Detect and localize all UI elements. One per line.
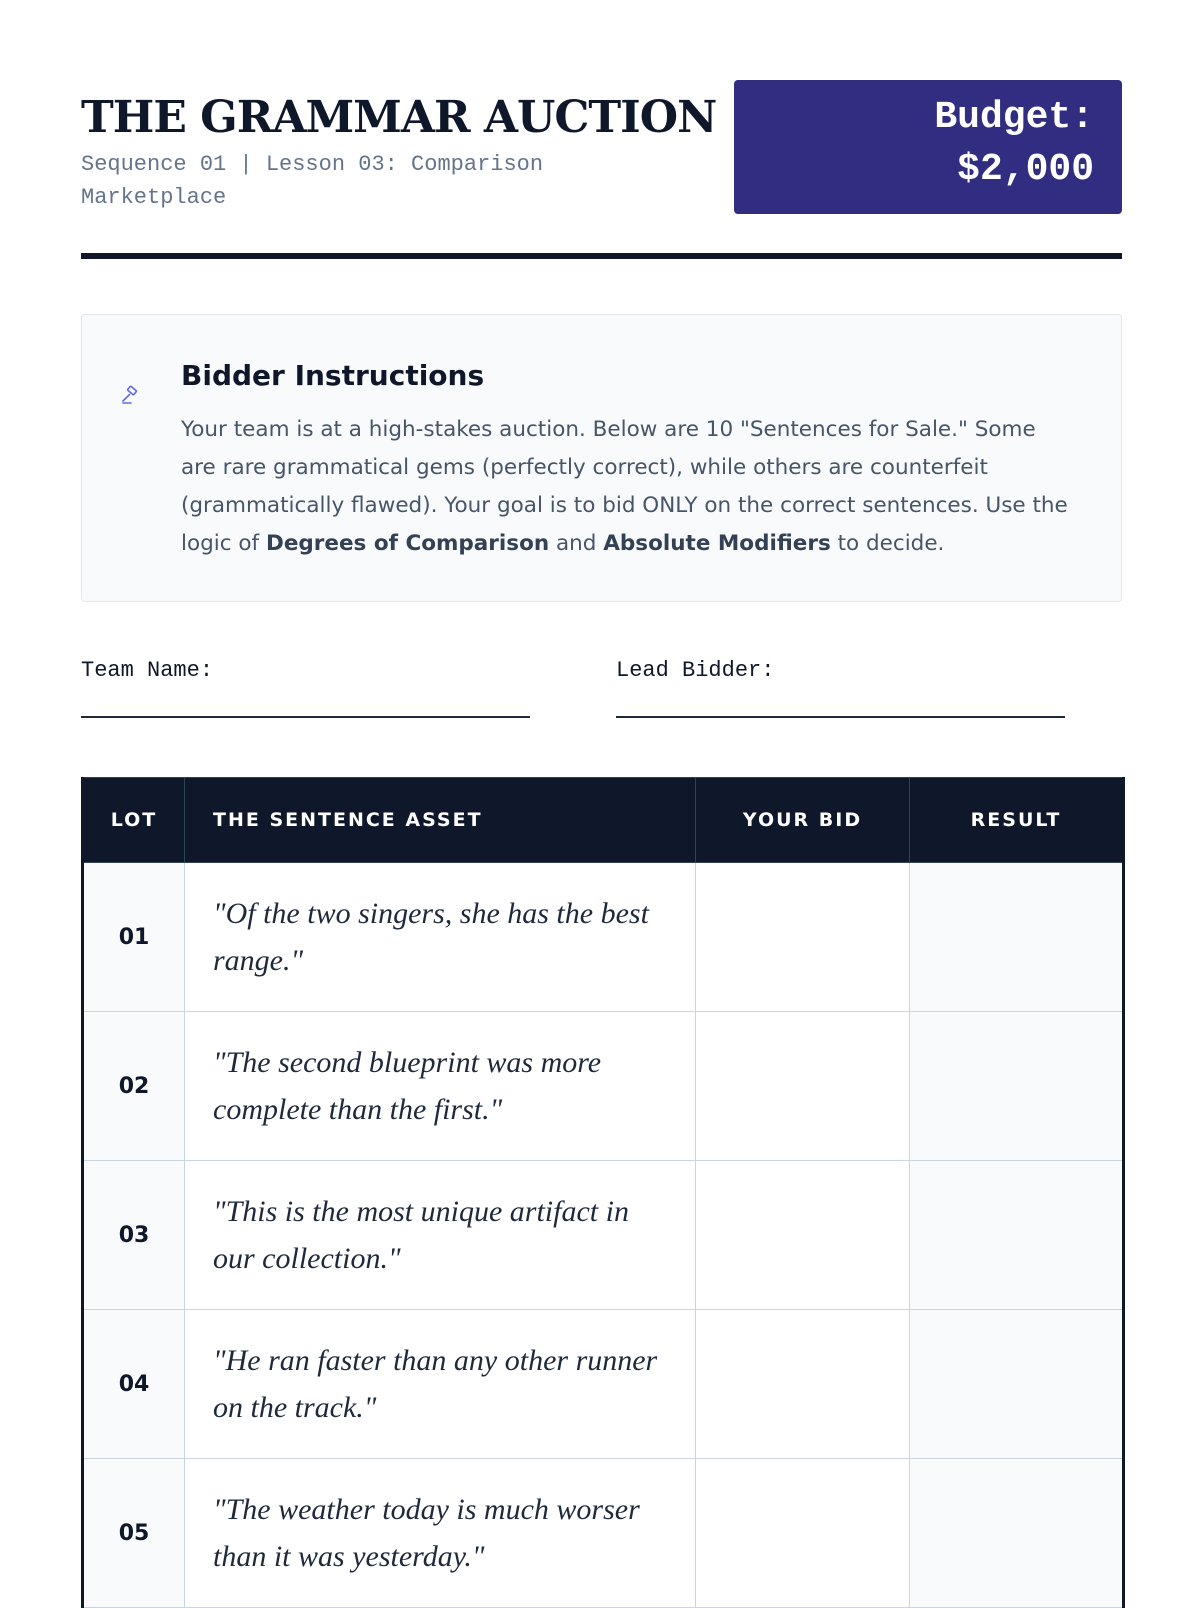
result-cell[interactable] (910, 1459, 1124, 1608)
bid-cell[interactable] (696, 1310, 910, 1459)
instructions-title: Bidder Instructions (181, 359, 485, 392)
result-cell[interactable] (910, 1161, 1124, 1310)
lot-number: 03 (83, 1161, 185, 1310)
table-row (83, 1161, 1124, 1310)
auction-table (81, 777, 1125, 1608)
lot-number: 02 (83, 1012, 185, 1161)
sentence-asset: "Of the two singers, she has the best range." (185, 863, 696, 1012)
column-header-lot: LOT (83, 778, 185, 863)
bidder-instructions-panel (81, 314, 1122, 602)
budget-box (734, 80, 1122, 214)
instructions-text-part: Your team is at a high-stakes auction. Below are 10 "Sentences for Sale." Some are rare grammatical gems (perfectly correct), while others are counterfeit (grammatically flawed). Your goal is to bid ONLY on the correct sentences. Use the logic of (181, 417, 1068, 556)
table-row (83, 1012, 1124, 1161)
column-header-result: RESULT (910, 778, 1124, 863)
lead-bidder-label: Lead Bidder: (616, 658, 775, 683)
header-divider (81, 253, 1122, 259)
bid-cell[interactable] (696, 1459, 910, 1608)
team-name-label: Team Name: (81, 658, 214, 683)
table-row (83, 1459, 1124, 1608)
lot-number: 04 (83, 1310, 185, 1459)
result-cell[interactable] (910, 1012, 1124, 1161)
page-subtitle: Sequence 01 | Lesson 03: Comparison Marketplace (81, 152, 544, 210)
instructions-text-part: and (549, 531, 604, 556)
lot-number: 01 (83, 863, 185, 1012)
sentence-asset: "This is the most unique artifact in our collection." (185, 1161, 696, 1310)
lot-number: 05 (83, 1459, 185, 1608)
budget-label: Budget: (934, 96, 1094, 139)
column-header-bid: YOUR BID (696, 778, 910, 863)
result-cell[interactable] (910, 863, 1124, 1012)
lead-bidder-field[interactable] (616, 716, 1065, 718)
instructions-text-part: to decide. (830, 531, 945, 556)
header (81, 0, 1122, 260)
budget-value: $2,000 (957, 148, 1094, 191)
page-title: THE GRAMMAR AUCTION (81, 92, 717, 143)
instructions-bold-degrees: Degrees of Comparison (265, 531, 550, 556)
column-header-sentence: THE SENTENCE ASSET (185, 778, 696, 863)
sentence-asset: "The weather today is much worser than it was yesterday." (185, 1459, 696, 1608)
instructions-bold-absolute: Absolute Modifiers (603, 531, 831, 556)
table-row (83, 863, 1124, 1012)
sentence-asset: "He ran faster than any other runner on the track." (185, 1310, 696, 1459)
bid-cell[interactable] (696, 863, 910, 1012)
result-cell[interactable] (910, 1310, 1124, 1459)
instructions-text (181, 411, 1071, 563)
bid-cell[interactable] (696, 1012, 910, 1161)
table-header-row (83, 778, 1124, 863)
table-row (83, 1310, 1124, 1459)
team-name-field[interactable] (81, 716, 530, 718)
sentence-asset: "The second blueprint was more complete than the first." (185, 1012, 696, 1161)
bid-cell[interactable] (696, 1161, 910, 1310)
gavel-icon (120, 385, 140, 405)
worksheet-page (81, 0, 1122, 1573)
